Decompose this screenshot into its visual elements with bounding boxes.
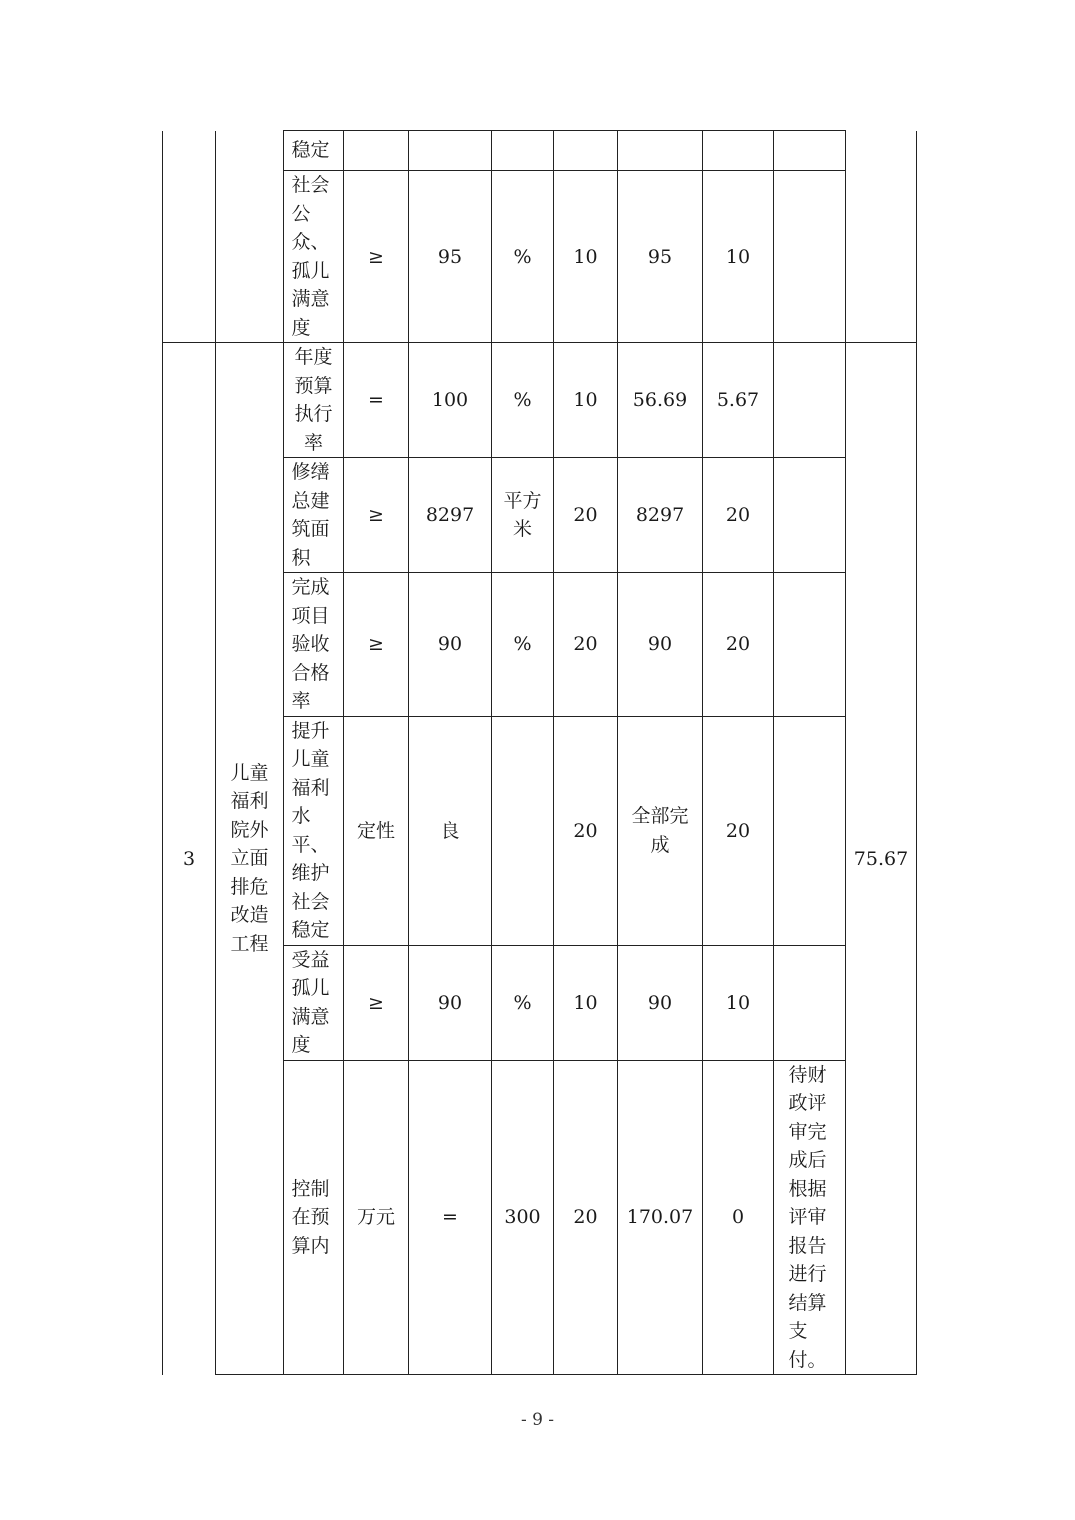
cell-unit: 300 [492,1060,554,1375]
cell-target: 良 [409,716,492,945]
cell-unit: % [492,343,554,458]
cell-indicator: 修缮总建筑面积 [284,458,344,573]
cell-unit [492,716,554,945]
cell-unit: 平方米 [492,458,554,573]
cell-actual: 90 [618,945,703,1060]
cell-actual: 90 [618,573,703,717]
cell-actual: 8297 [618,458,703,573]
cell-total-score: 75.67 [846,343,917,1375]
cell-weight: 20 [554,458,618,573]
cell-score [703,131,774,171]
cell-note [774,171,846,343]
cell-weight: 10 [554,171,618,343]
cell-symbol: ≥ [344,458,409,573]
cell-target: 90 [409,573,492,717]
cell-symbol: ≥ [344,573,409,717]
cell-score: 5.67 [703,343,774,458]
cell-target: 100 [409,343,492,458]
cell-weight: 20 [554,716,618,945]
cell-target: 90 [409,945,492,1060]
cell-symbol: ≥ [344,945,409,1060]
cell-actual: 170.07 [618,1060,703,1375]
cell-symbol: 万元 [344,1060,409,1375]
cell-actual: 56.69 [618,343,703,458]
cell-note: 待财政评审完成后根据评审报告进行结算支付。 [774,1060,846,1375]
cell-unit [492,131,554,171]
cell-weight: 20 [554,1060,618,1375]
cell-note [774,458,846,573]
cell-unit: % [492,573,554,717]
cell-target: = [409,1060,492,1375]
cell-weight: 10 [554,343,618,458]
cell-score: 10 [703,171,774,343]
cell-unit: % [492,171,554,343]
table-row [163,343,917,458]
cell-actual: 95 [618,171,703,343]
cell-score: 20 [703,716,774,945]
cell-target: 8297 [409,458,492,573]
cell-weight: 10 [554,945,618,1060]
cell-unit: % [492,945,554,1060]
cell-project-prev [216,131,284,343]
cell-indicator: 完成项目验收合格率 [284,573,344,717]
cell-total-prev [846,131,917,343]
cell-indicator: 控制在预算内 [284,1060,344,1375]
cell-score: 20 [703,458,774,573]
cell-note [774,343,846,458]
cell-target [409,131,492,171]
cell-symbol [344,131,409,171]
cell-indicator: 稳定 [284,131,344,171]
cell-indicator: 年度预算执行率 [284,343,344,458]
cell-indicator: 提升儿童福利水平、维护社会稳定 [284,716,344,945]
cell-score: 0 [703,1060,774,1375]
cell-weight [554,131,618,171]
cell-symbol: ≥ [344,171,409,343]
cell-indicator: 受益孤儿满意度 [284,945,344,1060]
cell-note [774,131,846,171]
cell-note [774,573,846,717]
cell-symbol: = [344,343,409,458]
performance-table [162,130,917,1375]
cell-project-name: 儿童福利院外立面排危改造工程 [216,343,284,1375]
cell-project-number: 3 [163,343,216,1375]
cell-actual: 全部完成 [618,716,703,945]
cell-number-prev [163,131,216,343]
cell-indicator: 社会公众、孤儿满意度 [284,171,344,343]
cell-target: 95 [409,171,492,343]
cell-score: 10 [703,945,774,1060]
cell-weight: 20 [554,573,618,717]
page-number: - 9 - [520,1410,555,1430]
cell-symbol: 定性 [344,716,409,945]
cell-score: 20 [703,573,774,717]
cell-note [774,945,846,1060]
cell-actual [618,131,703,171]
table-row [163,131,917,171]
cell-note [774,716,846,945]
